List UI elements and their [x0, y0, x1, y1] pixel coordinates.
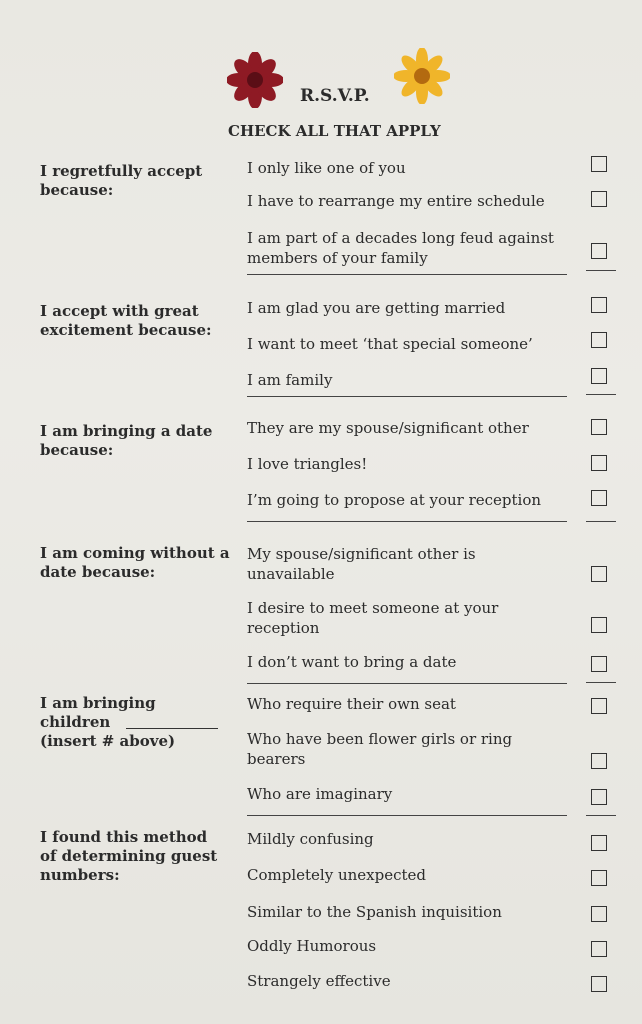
option-text: They are my spouse/significant other — [247, 419, 529, 437]
option-text: Oddly Humorous — [247, 937, 377, 955]
option-checkbox[interactable] — [591, 243, 607, 259]
section-divider — [586, 270, 616, 271]
yellow-flower-icon — [394, 48, 450, 104]
option-checkbox[interactable] — [591, 297, 607, 313]
section-divider — [247, 683, 567, 684]
option-checkbox[interactable] — [591, 906, 607, 922]
option-text: Who are imaginary — [247, 785, 393, 803]
option-checkbox[interactable] — [591, 617, 607, 633]
red-flower-icon — [227, 52, 283, 108]
option-checkbox[interactable] — [591, 835, 607, 851]
option-text: My spouse/significant other is unavailable — [247, 545, 476, 583]
option-text: I don’t want to bring a date — [247, 653, 457, 671]
children-count-blank[interactable] — [126, 728, 218, 729]
option-text: Who have been flower girls or ring bearers — [247, 730, 513, 768]
option-checkbox[interactable] — [591, 156, 607, 172]
option-text: Who require their own seat — [247, 695, 456, 713]
option-checkbox[interactable] — [591, 656, 607, 672]
option-text: I have to rearrange my entire schedule — [247, 192, 545, 210]
option-checkbox[interactable] — [591, 419, 607, 435]
section-label-bringing-date: I am bringing a date because: — [40, 422, 213, 459]
section-label-without-date: I am coming without a date because: — [40, 544, 230, 581]
option-checkbox[interactable] — [591, 566, 607, 582]
option-text: I want to meet ‘that special someone’ — [247, 335, 533, 353]
section-label-method-feedback: I found this method of determining guest numbers: — [40, 828, 218, 884]
section-divider — [247, 521, 567, 522]
section-label-accept-excitement: I accept with great excitement because: — [40, 302, 212, 339]
section-label-bringing-children-3: (insert # above) — [40, 732, 176, 750]
section-divider — [586, 815, 616, 816]
option-checkbox[interactable] — [591, 490, 607, 506]
option-checkbox[interactable] — [591, 941, 607, 957]
section-divider — [247, 396, 567, 397]
option-text: I am family — [247, 371, 333, 389]
option-checkbox[interactable] — [591, 455, 607, 471]
option-checkbox[interactable] — [591, 332, 607, 348]
option-checkbox[interactable] — [591, 753, 607, 769]
option-checkbox[interactable] — [591, 368, 607, 384]
instruction-heading: CHECK ALL THAT APPLY — [228, 122, 441, 140]
option-text: I love triangles! — [247, 455, 368, 473]
option-checkbox[interactable] — [591, 976, 607, 992]
option-checkbox[interactable] — [591, 698, 607, 714]
option-checkbox[interactable] — [591, 789, 607, 805]
section-label-bringing-children-2: children — [40, 713, 111, 731]
option-text: I desire to meet someone at your reception — [247, 599, 499, 637]
section-label-bringing-children-1: I am bringing — [40, 694, 156, 712]
section-divider — [247, 815, 567, 816]
section-label-regretfully-accept: I regretfully accept because: — [40, 162, 203, 199]
section-divider — [586, 682, 616, 683]
option-text: Mildly confusing — [247, 830, 374, 848]
option-text: Completely unexpected — [247, 866, 426, 884]
rsvp-title: R.S.V.P. — [300, 86, 370, 106]
option-text: I am glad you are getting married — [247, 299, 506, 317]
option-checkbox[interactable] — [591, 191, 607, 207]
section-divider — [586, 521, 616, 522]
option-checkbox[interactable] — [591, 870, 607, 886]
option-text: Similar to the Spanish inquisition — [247, 903, 502, 921]
option-text: I am part of a decades long feud against members of your family — [247, 229, 554, 267]
section-divider — [586, 394, 616, 395]
option-text: I’m going to propose at your reception — [247, 491, 542, 509]
option-text: I only like one of you — [247, 159, 406, 177]
section-divider — [247, 274, 567, 275]
option-text: Strangely effective — [247, 972, 391, 990]
